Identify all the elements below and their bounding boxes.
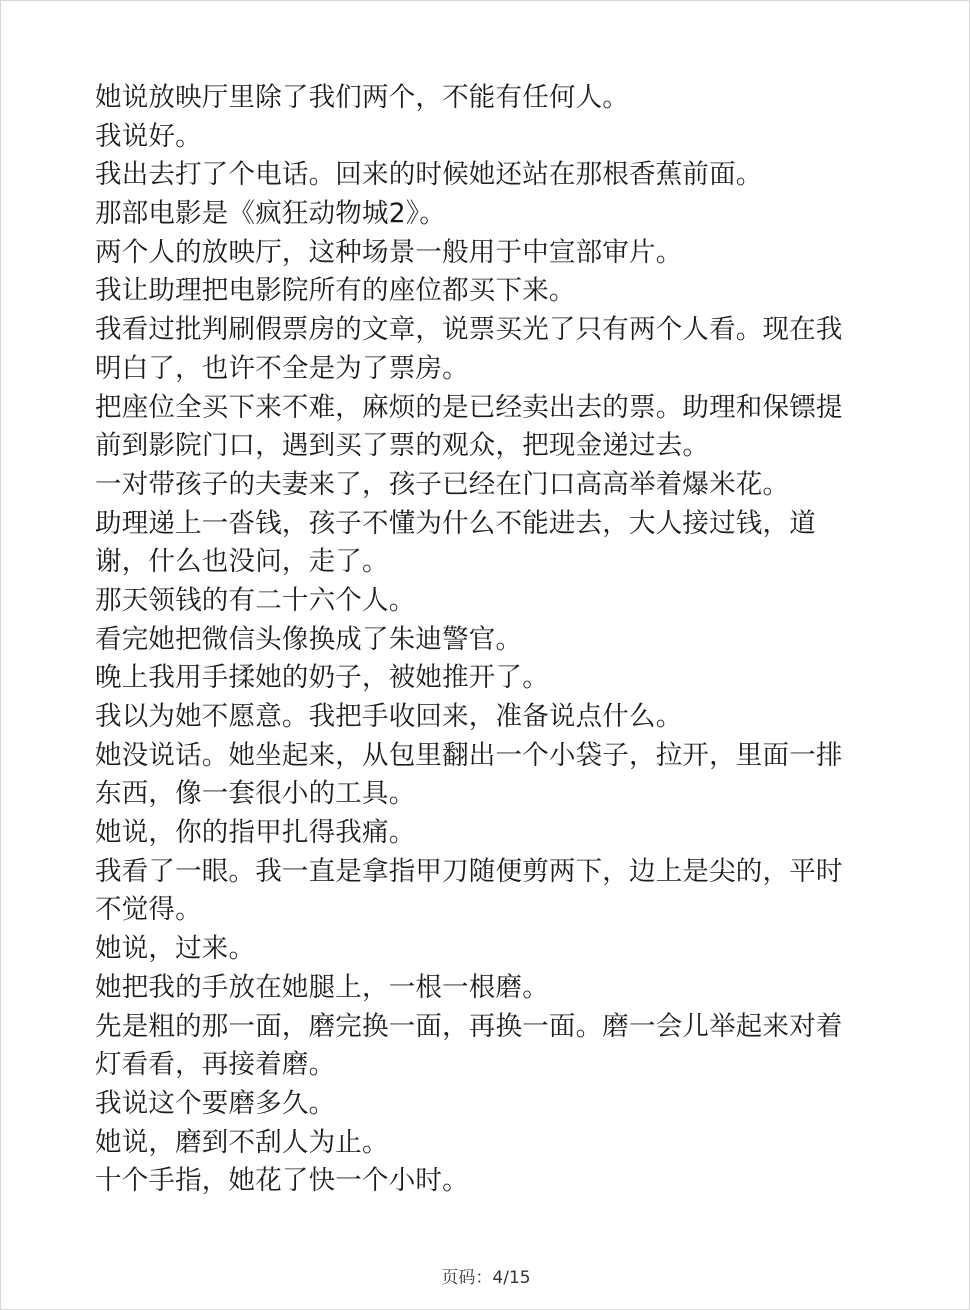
text-line: 我以为她不愿意。我把手收回来，准备说点什么。 <box>95 701 683 732</box>
text-line: 她说放映厅里除了我们两个，不能有任何人。 <box>95 82 629 113</box>
text-line: 她说，你的指甲扎得我痛。 <box>95 817 416 849</box>
text-line: 谢，什么也没问，走了。 <box>95 546 389 578</box>
text-line: 助理递上一沓钱，孩子不懂为什么不能进去，大人接过钱，道 <box>95 507 816 539</box>
text-line: 一对带孩子的夫妻来了，孩子已经在门口高高举着爆米花。 <box>95 468 790 500</box>
text-line: 我看过批判刷假票房的文章，说票买光了只有两个人看。现在我 <box>95 314 843 346</box>
text-line: 灯看看，再接着磨。 <box>95 1049 336 1081</box>
text-line: 我出去打了个电话。回来的时候她还站在那根香蕉前面。 <box>95 159 763 191</box>
text-line: 她把我的手放在她腿上，一根一根磨。 <box>95 971 549 1003</box>
document-body <box>95 79 885 1201</box>
text-line: 十个手指，她花了快一个小时。 <box>95 1165 469 1197</box>
text-line: 把座位全买下来不难，麻烦的是已经卖出去的票。助理和保镖提 <box>95 391 843 423</box>
text-line: 那部电影是《疯狂动物城2》。 <box>95 198 446 230</box>
text-line: 她说，过来。 <box>95 933 256 965</box>
text-line: 前到影院门口，遇到买了票的观众，把现金递过去。 <box>95 430 710 462</box>
text-line: 明白了，也许不全是为了票房。 <box>95 352 469 384</box>
text-line: 东西，像一套很小的工具。 <box>95 778 416 810</box>
page-number: 页码：4/15 <box>441 1268 531 1288</box>
text-line: 她没说话。她坐起来，从包里翻出一个小袋子，拉开，里面一排 <box>95 739 843 771</box>
text-line: 她说，磨到不刮人为止。 <box>95 1126 389 1158</box>
text-line: 看完她把微信头像换成了朱迪警官。 <box>95 623 523 655</box>
text-line: 我说这个要磨多久。 <box>95 1087 336 1119</box>
text-line: 我让助理把电影院所有的座位都买下来。 <box>95 275 576 307</box>
text-line: 晚上我用手揉她的奶子，被她推开了。 <box>95 662 549 694</box>
text-line: 不觉得。 <box>95 894 202 926</box>
text-line: 那天领钱的有二十六个人。 <box>95 584 416 616</box>
text-line: 两个人的放映厅，这种场景一般用于中宣部审片。 <box>95 236 683 268</box>
text-line: 我说好。 <box>95 120 202 152</box>
text-line: 我看了一眼。我一直是拿指甲刀随便剪两下，边上是尖的，平时 <box>95 855 843 887</box>
text-line: 先是粗的那一面，磨完换一面，再换一面。磨一会儿举起来对着 <box>95 1010 843 1042</box>
